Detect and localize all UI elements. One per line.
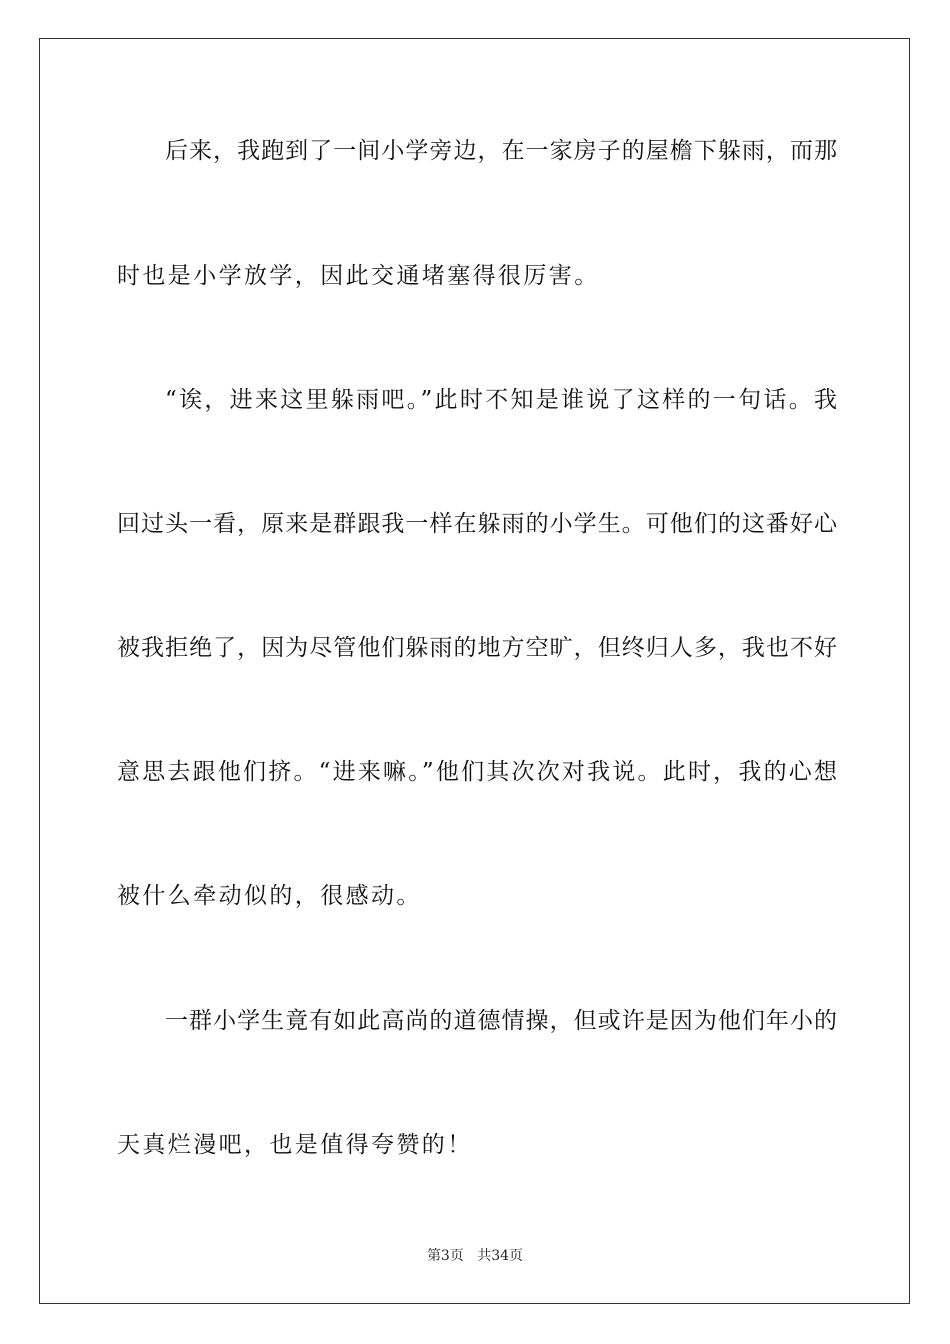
total-pages: 共34页 xyxy=(477,1248,524,1264)
paragraph-2-line-5: 被什么牵动似的，很感动。 xyxy=(117,883,422,909)
paragraph-2-line-2: 回过头一看，原来是群跟我一样在躲雨的小学生。可他们的这番好心 xyxy=(117,511,837,537)
paragraph-2-line-1: “诶，进来这里躲雨吧。”此时不知是谁说了这样的一句话。我 xyxy=(165,387,837,413)
page-footer xyxy=(0,1247,950,1265)
page-number: 第3页 xyxy=(426,1248,464,1264)
paragraph-3-line-2: 天真烂漫吧，也是值得夸赞的！ xyxy=(117,1132,473,1158)
paragraph-2-line-3: 被我拒绝了，因为尽管他们躲雨的地方空旷，但终归人多，我也不好 xyxy=(117,635,837,661)
paragraph-3-line-1: 一群小学生竟有如此高尚的道德情操，但或许是因为他们年小的 xyxy=(165,1008,837,1034)
paragraph-1-line-2: 时也是小学放学，因此交通堵塞得很厉害。 xyxy=(117,263,600,289)
page-border xyxy=(39,38,910,1304)
paragraph-2-line-4: 意思去跟他们挤。“进来嘛。”他们其次次对我说。此时，我的心想 xyxy=(117,759,837,785)
paragraph-1-line-1: 后来，我跑到了一间小学旁边，在一家房子的屋檐下躲雨，而那 xyxy=(165,138,837,164)
